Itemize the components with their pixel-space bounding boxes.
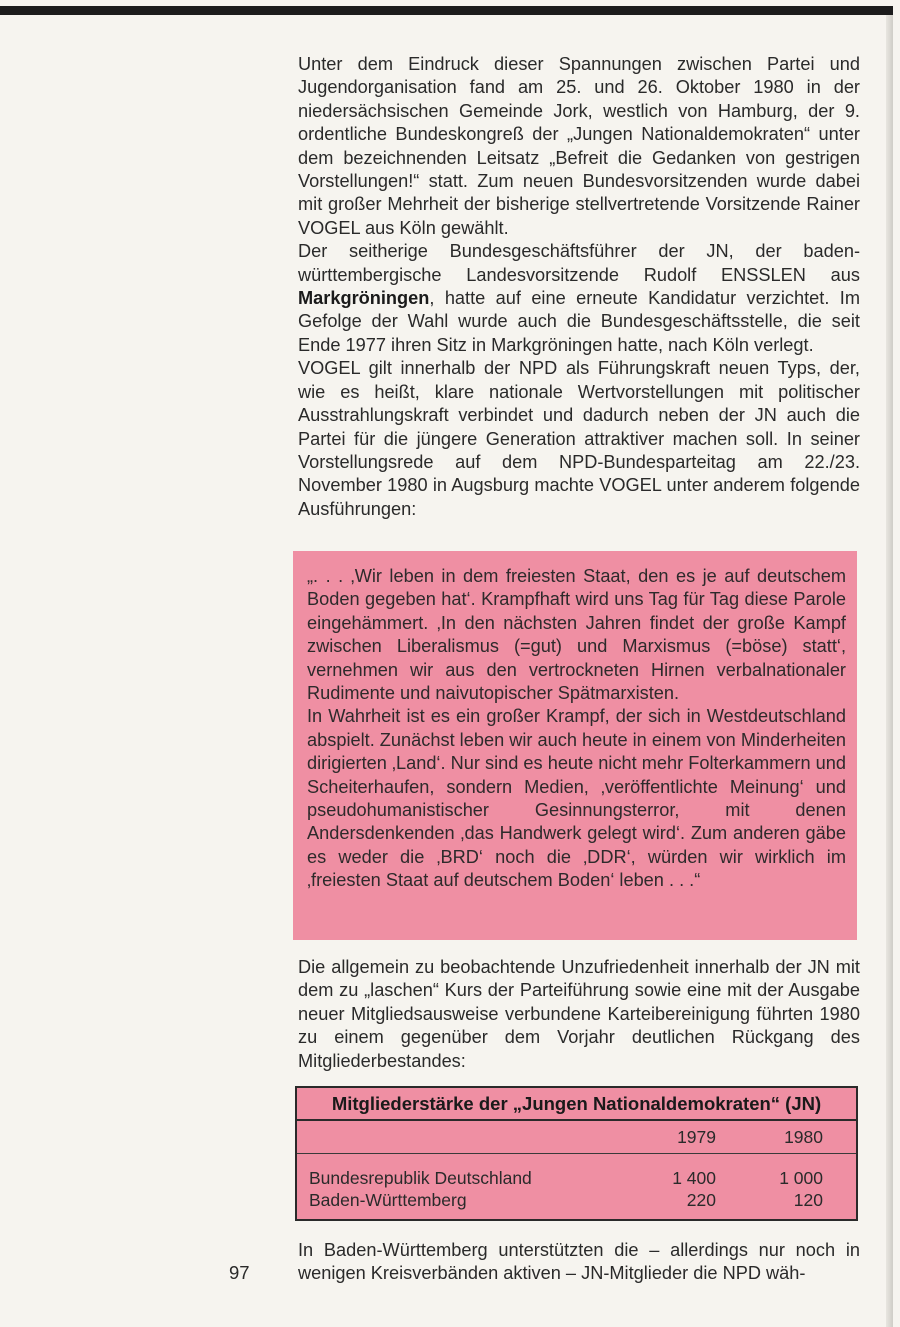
paragraph-membership-decline: Die allgemein zu beobachtende Unzufriedenheit innerhalb der JN mit dem zu „laschen“ Kurs der Parteiführung sowie eine mit der Ausgabe neuer Mitgliedsausweise verbundene Karteibereinigung führten 1980 zu einem gegenüber dem Vorjahr deutlichen Rückgang des Mitgliederbestandes: — [298, 957, 860, 1071]
table-row — [297, 1168, 856, 1190]
table-year-1979: 1979 — [677, 1127, 716, 1147]
row-value-1979: 220 — [686, 1190, 716, 1210]
row-value-1979: 1 400 — [672, 1168, 716, 1188]
page-edge-shadow — [886, 15, 893, 1327]
paragraph-closing: In Baden-Württemberg unterstützten die – allerdings nur noch in wenigen Kreisverbänden aktiven – JN-Mitglieder die NPD wäh- — [298, 1240, 860, 1284]
row-value-1980: 1 000 — [779, 1168, 823, 1188]
table-year-1980: 1980 — [784, 1127, 823, 1147]
paragraph-congress: Unter dem Eindruck dieser Spannungen zwischen Partei und Jugendorganisation fand am 25. und 26. Oktober 1980 in der niedersächsischen Gemeinde Jork, westlich von Hamburg, der 9. ordentliche Bundeskongreß der „Jungen Nationaldemokraten“ unter dem bezeichnenden Leitsatz „Befreit die Gedanken von gestrigen Vorstellungen!“ statt. Zum neuen Bundesvorsitzenden wurde dabei mit großer Mehrheit der bisherige stellvertretende Vorsitzende Rainer VOGEL aus Köln gewählt. — [298, 54, 860, 238]
table-body — [297, 1154, 856, 1212]
highlighted-quote-box — [293, 551, 857, 940]
quote-paragraph-1: „. . . ‚Wir leben in dem freiesten Staat, den es je auf deutschem Boden gegeben hat‘. Krampfhaft wird uns Tag für Tag diese Parole eingehämmert. ‚In den nächsten Jahren findet der große Kampf zwischen Liberalismus (=gut) und Marxismus (=böse) statt‘, vernehmen wir aus den vertrockneten Hirnen verbalnationaler Rudimente und naivutopischer Spätmarxisten. — [307, 566, 846, 704]
closing-section — [298, 1239, 860, 1286]
membership-decline-section — [298, 956, 860, 1073]
membership-table — [295, 1086, 858, 1221]
quote-paragraph-2: In Wahrheit ist es ein großer Krampf, der sich in Westdeutschland abspielt. Zunächst leben wir auch heute in einem von Minderheiten dirigierten ‚Land‘. Nur sind es heute nicht mehr Folterkammern und Scheiterhaufen, sondern Medien, ‚veröffentlichte Meinung‘ und pseudohumanistischer Gesinnungsterror, mit denen Andersdenkenden ‚das Handwerk gelegt wird‘. Zum anderen gäbe es weder die ‚BRD‘ noch die ‚DDR‘, würden wir wirklich im ‚freiesten Staat auf deutschem Boden‘ leben . . .“ — [307, 706, 846, 891]
table-title: Mitgliederstärke der „Jungen Nationaldemokraten“ (JN) — [297, 1088, 856, 1121]
ensslen-text-after: , hatte auf eine erneute Kandidatur verzichtet. Im Gefolge der Wahl wurde auch die Bundesgeschäftsstelle, die seit Ende 1977 ihren Sitz in Markgröningen hatte, nach Köln verlegt. — [298, 288, 860, 355]
place-markgroeningen: Markgröningen — [298, 288, 430, 309]
intro-section — [298, 53, 860, 521]
paragraph-ensslen — [298, 240, 860, 357]
row-value-1980: 120 — [793, 1190, 823, 1210]
page-number: 97 — [229, 1262, 250, 1283]
ensslen-text-before: Der seitherige Bundesgeschäftsführer der JN, der baden-württembergische Landesvorsitzende Rudolf ENSSLEN aus — [298, 241, 860, 285]
top-border-rule — [0, 6, 893, 15]
table-year-header — [297, 1121, 856, 1154]
row-label: Bundesrepublik Deutschland — [309, 1168, 532, 1188]
table-row — [297, 1190, 856, 1212]
paragraph-vogel: VOGEL gilt innerhalb der NPD als Führungskraft neuen Typs, der, wie es heißt, klare nationale Wertvorstellungen mit politischer Ausstrahlungskraft verbindet und dadurch neben der JN auch die Partei für die jüngere Generation attraktiver machen soll. In seiner Vorstellungsrede auf dem NPD-Bundesparteitag am 22./23. November 1980 in Augsburg machte VOGEL unter anderem folgende Ausführungen: — [298, 358, 860, 519]
row-label: Baden-Württemberg — [309, 1190, 467, 1210]
